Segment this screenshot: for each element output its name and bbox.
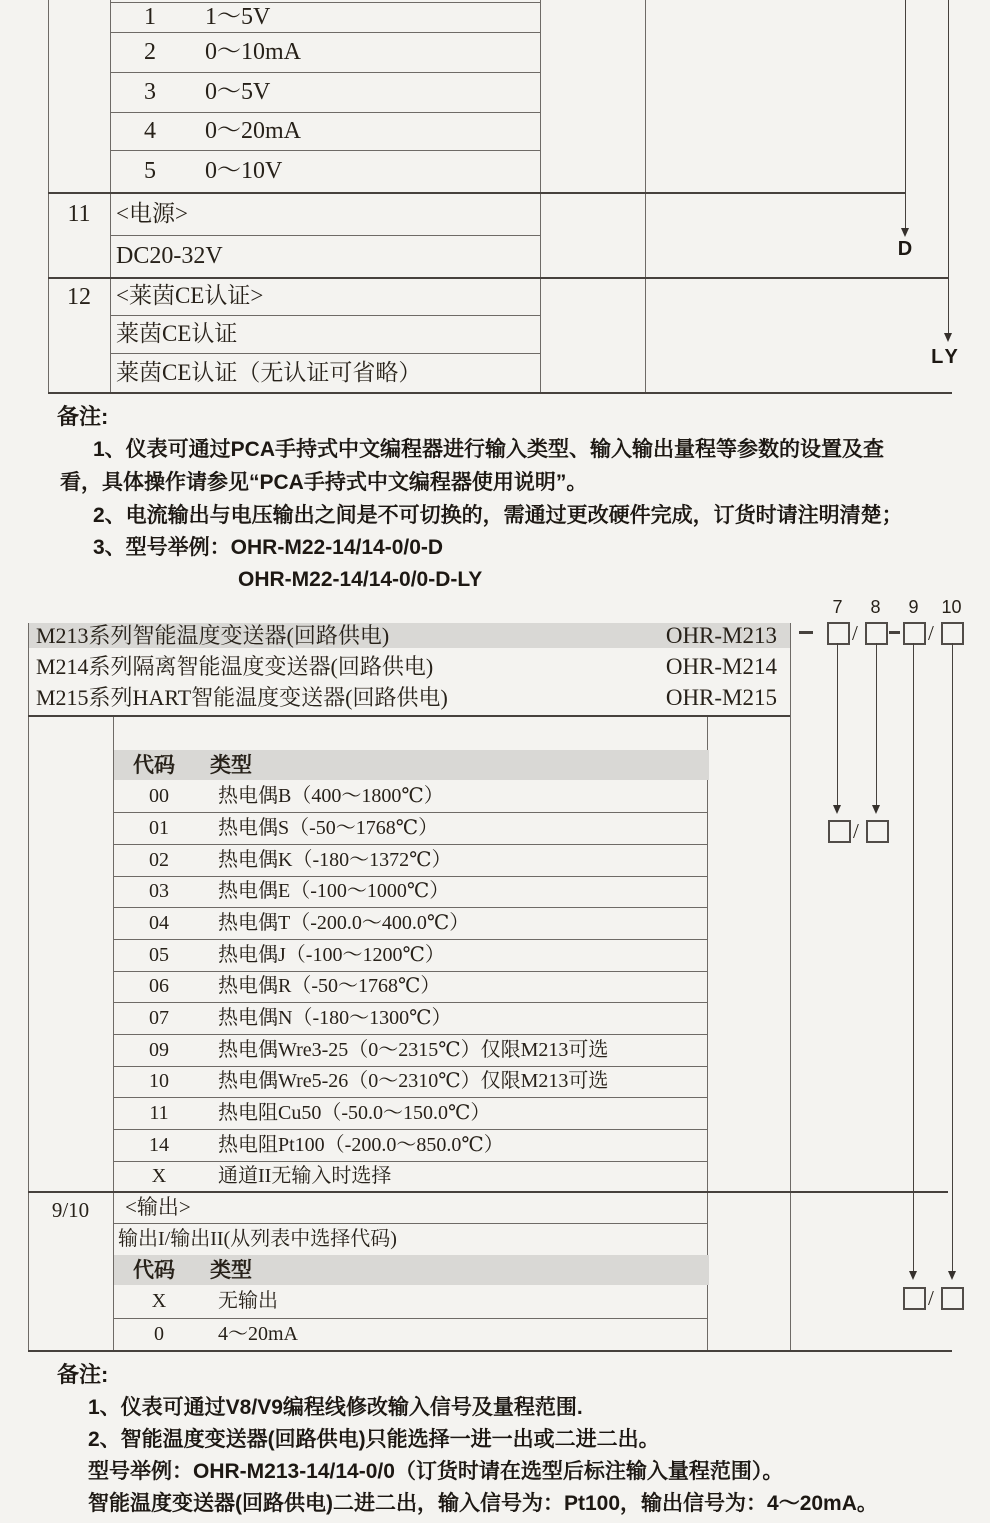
input-row-type: 通道II无输入时选择: [218, 1165, 392, 1187]
range-row-label: 0～5V: [205, 79, 271, 105]
input-row-type: 热电偶T（-200.0～400.0℃）: [218, 912, 470, 934]
input-row-code: 07: [149, 1007, 169, 1029]
note-line: 2、智能温度变送器(回路供电)只能选择一进一出或二进二出。: [88, 1428, 660, 1451]
output-section-number: 9/10: [51, 1198, 90, 1222]
leader-line: [948, 0, 949, 333]
arrow-down-icon: [948, 1271, 956, 1280]
input-row-code: 10: [149, 1070, 169, 1092]
note-line: OHR-M22-14/14-0/0-D-LY: [238, 568, 483, 591]
leader-line: [876, 643, 877, 805]
input-table-header-bar: [114, 750, 709, 780]
range-row-label: 0～10mA: [205, 39, 301, 65]
series-model: OHR-M215: [665, 685, 777, 710]
leader-line: [837, 643, 838, 805]
input-row-type: 热电偶Wre5-26（0～2310℃）仅限M213可选: [218, 1070, 609, 1092]
input-row-type: 热电偶S（-50～1768℃）: [218, 817, 439, 839]
position-number-7: 7: [832, 597, 843, 617]
arrow-down-icon: [944, 333, 952, 342]
leader-line: [913, 643, 914, 1271]
slash: /: [928, 621, 934, 645]
grid-line: [28, 715, 790, 717]
input-row-code: 03: [149, 880, 169, 902]
note-line: 智能温度变送器(回路供电)二进二出，输入信号为：Pt100，输出信号为：4～20mA。: [88, 1492, 878, 1515]
range-row-code: 4: [144, 118, 156, 144]
code-box-input-2: [866, 820, 889, 843]
input-row-code: 06: [149, 975, 169, 997]
range-row-code: 1: [144, 4, 156, 30]
note-line: 1、仪表可通过V8/V9编程线修改输入信号及量程范围.: [88, 1396, 583, 1419]
output-table-header-bar: [114, 1255, 709, 1285]
dash-separator: [889, 631, 900, 634]
series-name: M213系列智能温度变送器(回路供电): [36, 623, 390, 648]
input-row-code: 14: [149, 1134, 169, 1156]
code-box-output-2: [941, 1287, 964, 1310]
input-row-code: 05: [149, 944, 169, 966]
position-number-8: 8: [870, 597, 881, 617]
input-row-type: 热电偶N（-180～1300℃）: [218, 1007, 452, 1029]
grid-line: [28, 1350, 952, 1352]
code-box-9: [903, 622, 926, 645]
input-row-code: 09: [149, 1039, 169, 1061]
power-value: DC20-32V: [116, 243, 223, 269]
section-number: 12: [67, 284, 91, 310]
output-header: <输出>: [125, 1195, 191, 1219]
note-line: 2、电流输出与电压输出之间是不可切换的，需通过更改硬件完成，订货时请注明清楚；: [93, 504, 903, 527]
arrow-down-icon: [909, 1271, 917, 1280]
code-label-d: D: [897, 238, 913, 260]
notes-title: 备注:: [57, 1362, 109, 1387]
position-number-9: 9: [908, 597, 919, 617]
input-row-code: 00: [149, 785, 169, 807]
input-row-type: 热电偶Wre3-25（0～2315℃）仅限M213可选: [218, 1039, 609, 1061]
range-row-label: 1～5V: [205, 4, 271, 30]
output-row-type: 4～20mA: [218, 1323, 298, 1345]
grid-line: [645, 0, 646, 392]
grid-line: [540, 0, 541, 392]
input-row-type: 热电偶B（400～1800℃）: [218, 785, 444, 807]
code-box-input-1: [828, 820, 851, 843]
section-number: 11: [67, 201, 91, 227]
series-model: OHR-M214: [665, 654, 777, 679]
note-line: 看，具体操作请参见“PCA手持式中文编程器使用说明”。: [60, 471, 588, 494]
series-name: M214系列隔离智能温度变送器(回路供电): [36, 654, 434, 679]
slash: /: [928, 1286, 934, 1310]
input-row-type: 热电阻Cu50（-50.0～150.0℃）: [218, 1102, 491, 1124]
ce-option: 莱茵CE认证（无认证可省略）: [116, 360, 422, 385]
output-subheader: 输出I/输出II(从列表中选择代码): [118, 1228, 397, 1250]
dash-separator: [799, 631, 813, 634]
input-row-type: 热电偶J（-100～1200℃）: [218, 944, 445, 966]
input-row-code: X: [151, 1165, 167, 1187]
slash: /: [853, 819, 859, 843]
code-box-output-1: [903, 1287, 926, 1310]
grid-line: [28, 623, 29, 1350]
code-box-8: [865, 622, 888, 645]
leader-line: [952, 643, 953, 1271]
col-header-type: 类型: [210, 753, 252, 777]
input-row-type: 热电偶K（-180～1372℃）: [218, 849, 452, 871]
code-box-10: [941, 622, 964, 645]
range-row-code: 5: [144, 158, 156, 184]
note-line: 3、型号举例：OHR-M22-14/14-0/0-D: [93, 536, 444, 559]
input-row-code: 02: [149, 849, 169, 871]
input-row-code: 04: [149, 912, 169, 934]
arrow-down-icon: [872, 805, 880, 814]
input-row-type: 热电偶E（-100～1000℃）: [218, 880, 450, 902]
note-line: 1、仪表可通过PCA手持式中文编程器进行输入类型、输入输出量程等参数的设置及查: [93, 438, 885, 461]
col-header-type: 类型: [210, 1258, 252, 1282]
notes-title: 备注:: [57, 404, 109, 429]
col-header-code: 代码: [133, 753, 175, 777]
code-box-7: [827, 622, 850, 645]
output-row-type: 无输出: [218, 1290, 278, 1312]
series-name: M215系列HART智能温度变送器(回路供电): [36, 685, 448, 710]
slash: /: [852, 621, 858, 645]
range-row-label: 0～20mA: [205, 118, 301, 144]
range-row-code: 2: [144, 39, 156, 65]
output-row-code: 0: [154, 1323, 164, 1345]
power-header: <电源>: [116, 201, 188, 226]
position-number-10: 10: [941, 597, 962, 617]
series-model: OHR-M213: [665, 623, 777, 648]
range-row-code: 3: [144, 79, 156, 105]
ce-option: 莱茵CE认证: [116, 321, 238, 346]
leader-line: [905, 0, 906, 228]
code-label-ly: LY: [931, 346, 961, 368]
input-row-code: 11: [149, 1102, 169, 1124]
grid-line: [48, 392, 952, 394]
grid-line: [790, 623, 791, 1350]
input-row-type: 热电阻Pt100（-200.0～850.0℃）: [218, 1134, 504, 1156]
output-row-code: X: [151, 1290, 167, 1312]
ce-header: <莱茵CE认证>: [116, 283, 264, 308]
input-row-code: 01: [149, 817, 169, 839]
range-row-label: 0～10V: [205, 158, 283, 184]
input-row-type: 热电偶R（-50～1768℃）: [218, 975, 441, 997]
col-header-code: 代码: [133, 1258, 175, 1282]
arrow-down-icon: [833, 805, 841, 814]
note-line: 型号举例：OHR-M213-14/14-0/0（订货时请在选型后标注输入量程范围）。: [88, 1460, 784, 1483]
